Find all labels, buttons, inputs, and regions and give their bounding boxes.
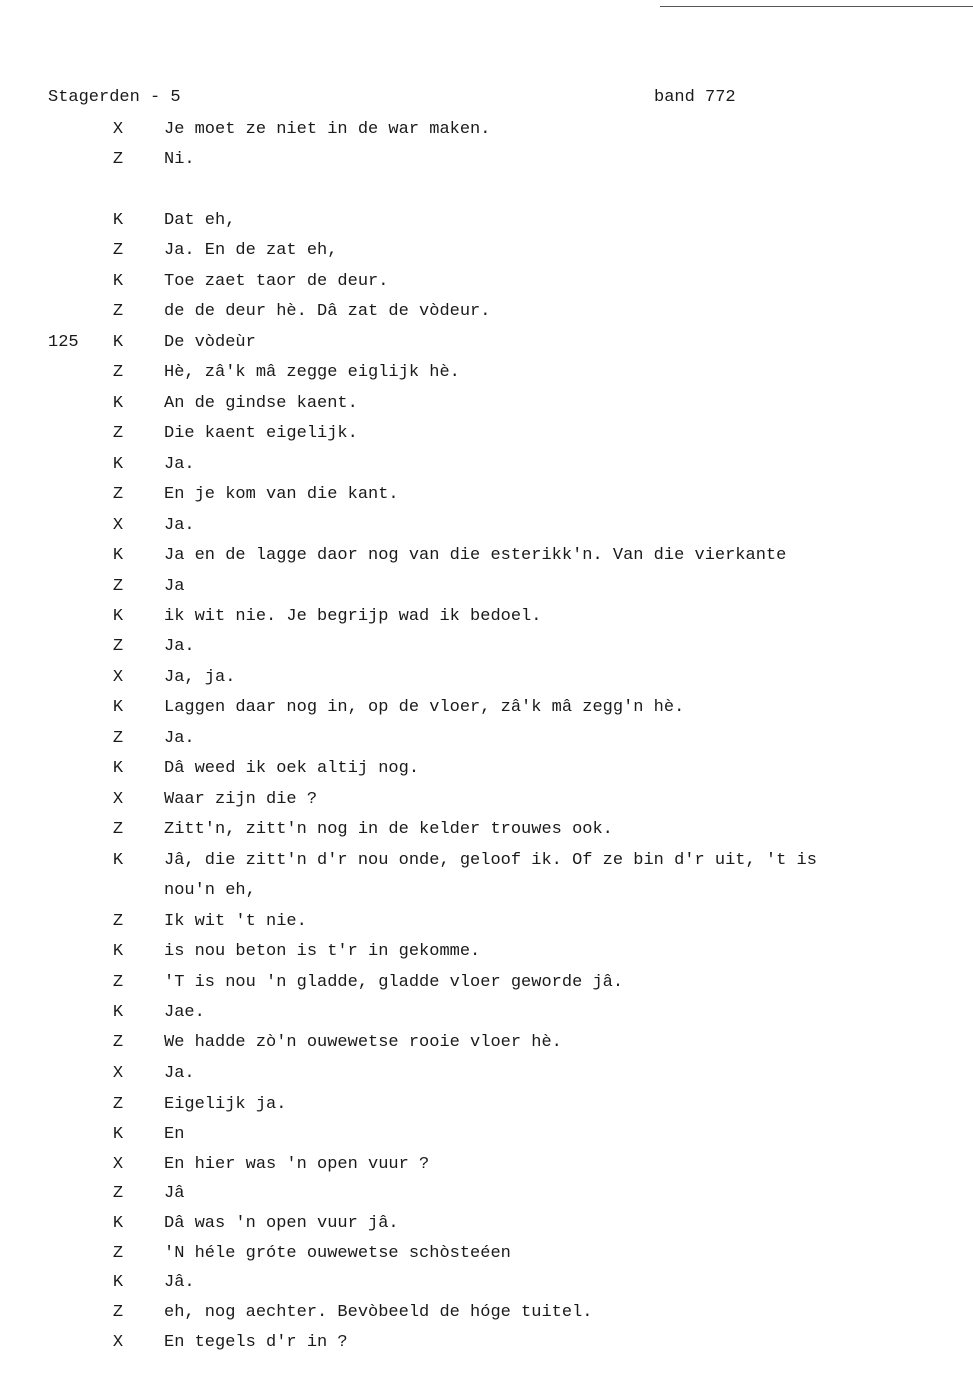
utterance-text: Dâ weed ik oek altij nog. xyxy=(164,759,420,778)
utterance-text: Ja. xyxy=(164,516,195,535)
speaker-label: Z xyxy=(112,302,124,321)
utterance-text: De vòdeùr xyxy=(164,333,256,352)
speaker-label: K xyxy=(112,333,124,352)
speaker-label: Z xyxy=(112,637,124,656)
utterance-text: En tegels d'r in ? xyxy=(164,1333,348,1352)
utterance-text: Laggen daar nog in, op de vloer, zâ'k mâ zegg'n hè. xyxy=(164,698,685,717)
utterance-text: En hier was 'n open vuur ? xyxy=(164,1155,430,1174)
transcript-line xyxy=(0,1243,973,1267)
utterance-text: An de gindse kaent. xyxy=(164,394,358,413)
speaker-label: K xyxy=(112,1125,124,1144)
utterance-text: En xyxy=(164,1125,185,1144)
transcript-line xyxy=(0,606,973,630)
transcript-line xyxy=(0,119,973,143)
utterance-text: Ja. xyxy=(164,637,195,656)
transcript-line xyxy=(0,1154,973,1178)
utterance-text: is nou beton is t'r in gekomme. xyxy=(164,942,481,961)
transcript-line xyxy=(0,1213,973,1237)
transcript-line xyxy=(0,667,973,691)
utterance-text: We hadde zò'n ouwewetse rooie vloer hè. xyxy=(164,1033,562,1052)
transcript-line xyxy=(0,758,973,782)
utterance-text: Toe zaet taor de deur. xyxy=(164,272,389,291)
transcript-line xyxy=(0,240,973,264)
utterance-text: 'T is nou 'n gladde, gladde vloer geworde jâ. xyxy=(164,973,624,992)
page-header-band: band 772 xyxy=(654,88,736,107)
utterance-text: Ik wit 't nie. xyxy=(164,912,307,931)
speaker-label: Z xyxy=(112,973,124,992)
transcript-line xyxy=(0,180,973,204)
speaker-label: Z xyxy=(112,729,124,748)
utterance-text: Waar zijn die ? xyxy=(164,790,318,809)
transcript-line xyxy=(0,1272,973,1296)
speaker-label: K xyxy=(112,455,124,474)
utterance-text: Ja. En de zat eh, xyxy=(164,241,338,260)
speaker-label: K xyxy=(112,607,124,626)
transcript-line xyxy=(0,210,973,234)
speaker-label: K xyxy=(112,272,124,291)
speaker-label: K xyxy=(112,942,124,961)
utterance-text: Ja. xyxy=(164,729,195,748)
speaker-label: X xyxy=(112,1064,124,1083)
speaker-label: Z xyxy=(112,485,124,504)
utterance-text: Dat eh, xyxy=(164,211,236,230)
transcript-line xyxy=(0,789,973,813)
utterance-text: nou'n eh, xyxy=(164,881,256,900)
line-number: 125 xyxy=(48,333,79,352)
utterance-text: Ja. xyxy=(164,455,195,474)
transcript-line xyxy=(0,911,973,935)
utterance-text: Jae. xyxy=(164,1003,205,1022)
transcript-line xyxy=(0,1032,973,1056)
speaker-label: Z xyxy=(112,241,124,260)
utterance-text: Je moet ze niet in de war maken. xyxy=(164,120,491,139)
speaker-label: Z xyxy=(112,1303,124,1322)
speaker-label: Z xyxy=(112,820,124,839)
transcript-line xyxy=(0,1302,973,1326)
page-header-title: Stagerden - 5 xyxy=(48,88,181,107)
speaker-label: Z xyxy=(112,912,124,931)
speaker-label: X xyxy=(112,1155,124,1174)
transcript-line xyxy=(0,1124,973,1148)
utterance-text: Ja, ja. xyxy=(164,668,236,687)
speaker-label: X xyxy=(112,790,124,809)
utterance-text: En je kom van die kant. xyxy=(164,485,399,504)
utterance-text: ik wit nie. Je begrijp wad ik bedoel. xyxy=(164,607,542,626)
transcript-line xyxy=(0,545,973,569)
utterance-text: 'N héle gróte ouwewetse schòsteéen xyxy=(164,1244,511,1263)
speaker-label: K xyxy=(112,546,124,565)
speaker-label: Z xyxy=(112,1095,124,1114)
speaker-label: X xyxy=(112,1333,124,1352)
speaker-label: K xyxy=(112,759,124,778)
utterance-text: Ja xyxy=(164,577,185,596)
speaker-label: Z xyxy=(112,1244,124,1263)
speaker-label: K xyxy=(112,851,124,870)
utterance-text: Ja. xyxy=(164,1064,195,1083)
transcript-line xyxy=(0,576,973,600)
transcript-line xyxy=(0,484,973,508)
speaker-label: Z xyxy=(112,1184,124,1203)
utterance-text: Jâ. xyxy=(164,1273,195,1292)
transcript-line xyxy=(0,850,973,874)
speaker-label: K xyxy=(112,1273,124,1292)
transcript-line xyxy=(0,271,973,295)
speaker-label: Z xyxy=(112,424,124,443)
speaker-label: K xyxy=(112,394,124,413)
speaker-label: K xyxy=(112,1003,124,1022)
transcript-line xyxy=(0,636,973,660)
transcript-line xyxy=(0,1002,973,1026)
utterance-text: Jâ, die zitt'n d'r nou onde, geloof ik. Of ze bin d'r uit, 't is xyxy=(164,851,817,870)
transcript-line xyxy=(0,1183,973,1207)
transcript-line xyxy=(0,149,973,173)
utterance-text: Jâ xyxy=(164,1184,185,1203)
transcript-line xyxy=(0,1332,973,1356)
transcript-line xyxy=(0,728,973,752)
transcript-line xyxy=(0,515,973,539)
transcript-line xyxy=(0,1094,973,1118)
transcript-line xyxy=(0,362,973,386)
speaker-label: K xyxy=(112,1214,124,1233)
transcript-line xyxy=(0,423,973,447)
transcript-line xyxy=(0,880,973,904)
utterance-text: Die kaent eigelijk. xyxy=(164,424,358,443)
utterance-text: Ja en de lagge daor nog van die esterikk'n. Van die vierkante xyxy=(164,546,787,565)
speaker-label: X xyxy=(112,516,124,535)
speaker-label: X xyxy=(112,120,124,139)
speaker-label: X xyxy=(112,668,124,687)
utterance-text: eh, nog aechter. Bevòbeeld de hóge tuitel. xyxy=(164,1303,593,1322)
speaker-label: Z xyxy=(112,577,124,596)
transcript-line xyxy=(0,332,973,356)
transcript-line xyxy=(0,819,973,843)
top-rule xyxy=(660,6,973,7)
transcript-line xyxy=(0,454,973,478)
utterance-text: Zitt'n, zitt'n nog in de kelder trouwes ook. xyxy=(164,820,613,839)
utterance-text: Dâ was 'n open vuur jâ. xyxy=(164,1214,399,1233)
speaker-label: Z xyxy=(112,363,124,382)
transcript-line xyxy=(0,697,973,721)
transcript-line xyxy=(0,1063,973,1087)
speaker-label: Z xyxy=(112,150,124,169)
speaker-label: K xyxy=(112,698,124,717)
speaker-label: Z xyxy=(112,1033,124,1052)
utterance-text: Ni. xyxy=(164,150,195,169)
transcript-line xyxy=(0,393,973,417)
utterance-text: Eigelijk ja. xyxy=(164,1095,287,1114)
transcript-line xyxy=(0,972,973,996)
speaker-label: K xyxy=(112,211,124,230)
utterance-text: Hè, zâ'k mâ zegge eiglijk hè. xyxy=(164,363,460,382)
transcript-line xyxy=(0,941,973,965)
transcript-line xyxy=(0,301,973,325)
utterance-text: de de deur hè. Dâ zat de vòdeur. xyxy=(164,302,491,321)
